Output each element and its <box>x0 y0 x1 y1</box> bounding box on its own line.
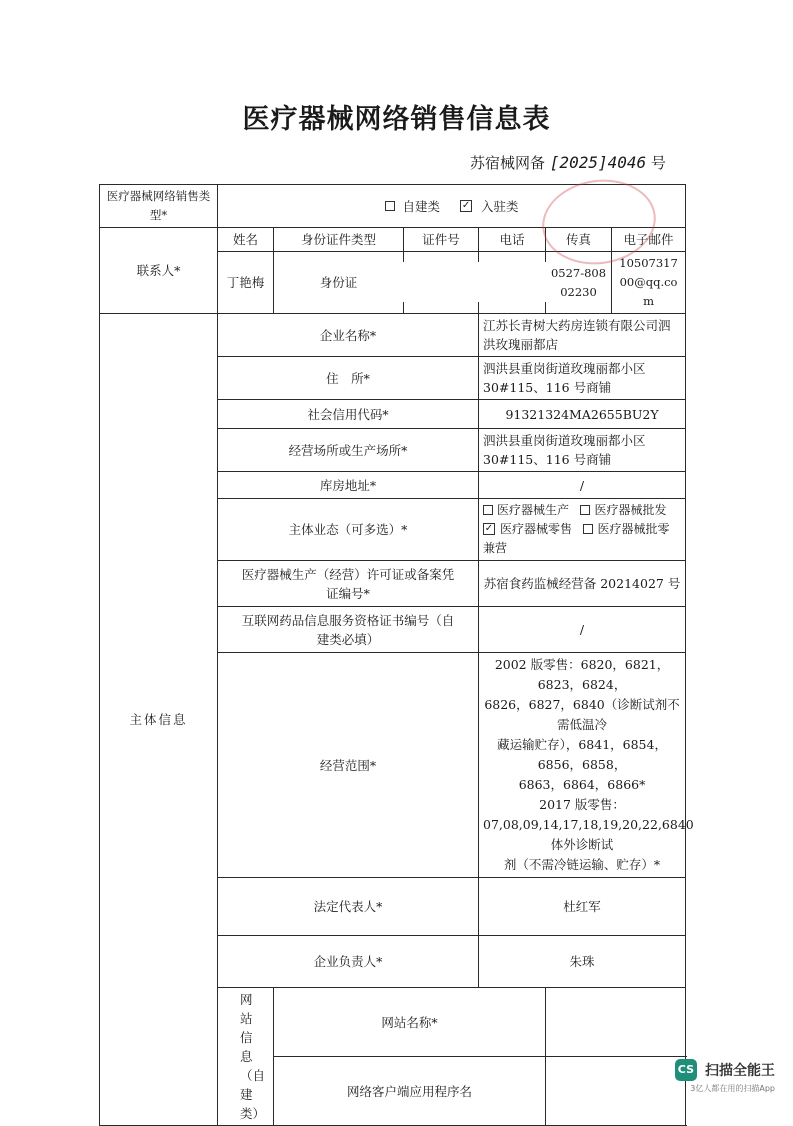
sales-type-label: 医疗器械网络销售类型* <box>100 185 218 228</box>
scope-line: 藏运输贮存），6841，6854，6856，6858， <box>497 737 667 772</box>
scanner-tagline: 3亿人都在用的扫描App <box>690 1084 775 1093</box>
scope-line: 6826，6827，6840（诊断试剂不需低温冷 <box>484 697 680 732</box>
option-label: 自建类 <box>402 198 441 214</box>
checked-box-icon: ✓ <box>484 522 494 534</box>
contact-label: 联系人* <box>100 228 218 314</box>
header-email: 电子邮件 <box>612 228 686 252</box>
internet-cert-label: 互联网药品信息服务资格证书编号（自建类必填） <box>218 607 479 653</box>
option-label: 医疗器械生产 <box>497 503 570 517</box>
docno-number: [2025]4046 <box>549 153 647 172</box>
header-fax: 传真 <box>546 228 612 252</box>
header-phone: 电话 <box>479 228 546 252</box>
business-type-label: 主体业态（可多选）* <box>218 499 479 561</box>
option-label: 医疗器械批发 <box>594 503 667 517</box>
website-name-value <box>546 988 686 1057</box>
option-label: 医疗器械零售 <box>500 522 573 536</box>
license-label: 医疗器械生产（经营）许可证或备案凭证编号* <box>218 561 479 607</box>
option-production[interactable] <box>483 503 569 517</box>
docno-suffix: 号 <box>650 154 666 172</box>
docno-prefix: 苏宿械网备 <box>470 154 546 172</box>
entity-section-label: 主体信息 <box>100 314 218 1126</box>
checkbox-icon <box>583 524 593 534</box>
legal-rep-label: 法定代表人* <box>218 878 479 936</box>
entity-name-label: 企业名称* <box>218 314 479 357</box>
option-label: 医疗器械批零兼营 <box>483 522 670 555</box>
redaction-patch <box>400 262 550 302</box>
checkbox-icon <box>385 201 395 211</box>
premises-value: 泗洪县重岗街道玫瑰丽都小区 30#115、116 号商铺 <box>479 429 686 472</box>
residence-label: 住 所* <box>218 357 479 400</box>
contact-fax: 0527-80802230 <box>546 252 612 314</box>
internet-cert-value: / <box>479 607 686 653</box>
scanner-brand: 扫描全能王 <box>705 1063 775 1079</box>
info-table <box>99 184 694 1126</box>
option-self-built[interactable] <box>385 197 441 216</box>
header-name: 姓名 <box>218 228 274 252</box>
checkbox-icon <box>483 505 493 515</box>
option-retail[interactable] <box>483 522 572 536</box>
scope-line: 6863，6864，6866* <box>518 777 646 792</box>
app-name-label: 网络客户端应用程序名 <box>274 1057 546 1126</box>
scanner-logo-icon: CS <box>675 1059 697 1081</box>
header-id-type: 身份证件类型 <box>274 228 404 252</box>
option-label: 入驻类 <box>481 198 519 214</box>
license-value: 苏宿食药监械经营备 20214027 号 <box>479 561 686 607</box>
credit-code-value: 91321324MA2655BU2Y <box>479 400 686 429</box>
warehouse-label: 库房地址* <box>218 472 479 499</box>
scope-line: 剂（不需冷链运输、贮存）* <box>503 857 661 872</box>
option-wholesale[interactable] <box>580 503 666 517</box>
manager-value: 朱珠 <box>479 936 686 988</box>
website-section-label: 网站信息（自建类） <box>218 988 274 1126</box>
entity-name-value: 江苏长青树大药房连锁有限公司泗洪玫瑰丽都店 <box>479 314 686 357</box>
checked-box-icon: ✓ <box>461 200 471 211</box>
scope-line: 2002 版零售：6820，6821，6823，6824， <box>494 657 670 692</box>
website-name-label: 网站名称* <box>274 988 546 1057</box>
scope-value <box>479 653 694 878</box>
contact-email: 1050731700@qq.com <box>612 252 686 314</box>
contact-id-type: 身份证 <box>274 252 404 314</box>
contact-name: 丁艳梅 <box>218 252 274 314</box>
page-title: 医疗器械网络销售信息表 <box>242 104 551 135</box>
scanner-watermark <box>675 1059 775 1094</box>
premises-label: 经营场所或生产场所* <box>218 429 479 472</box>
option-settled[interactable] <box>460 197 519 216</box>
header-id-no: 证件号 <box>404 228 479 252</box>
business-type-options <box>479 499 686 561</box>
scope-label: 经营范围* <box>218 653 479 878</box>
residence-value: 泗洪县重岗街道玫瑰丽都小区 30#115、116 号商铺 <box>479 357 686 400</box>
sales-type-options <box>218 185 686 228</box>
credit-code-label: 社会信用代码* <box>218 400 479 429</box>
manager-label: 企业负责人* <box>218 936 479 988</box>
scope-line: 07,08,09,14,17,18,19,20,22,6840 体外诊断试 <box>483 817 694 852</box>
app-name-value <box>546 1057 686 1126</box>
scope-line: 2017 版零售： <box>539 797 625 812</box>
legal-rep-value: 杜红军 <box>479 878 686 936</box>
checkbox-icon <box>580 505 590 515</box>
warehouse-value: / <box>479 472 686 499</box>
document-number <box>470 152 666 173</box>
